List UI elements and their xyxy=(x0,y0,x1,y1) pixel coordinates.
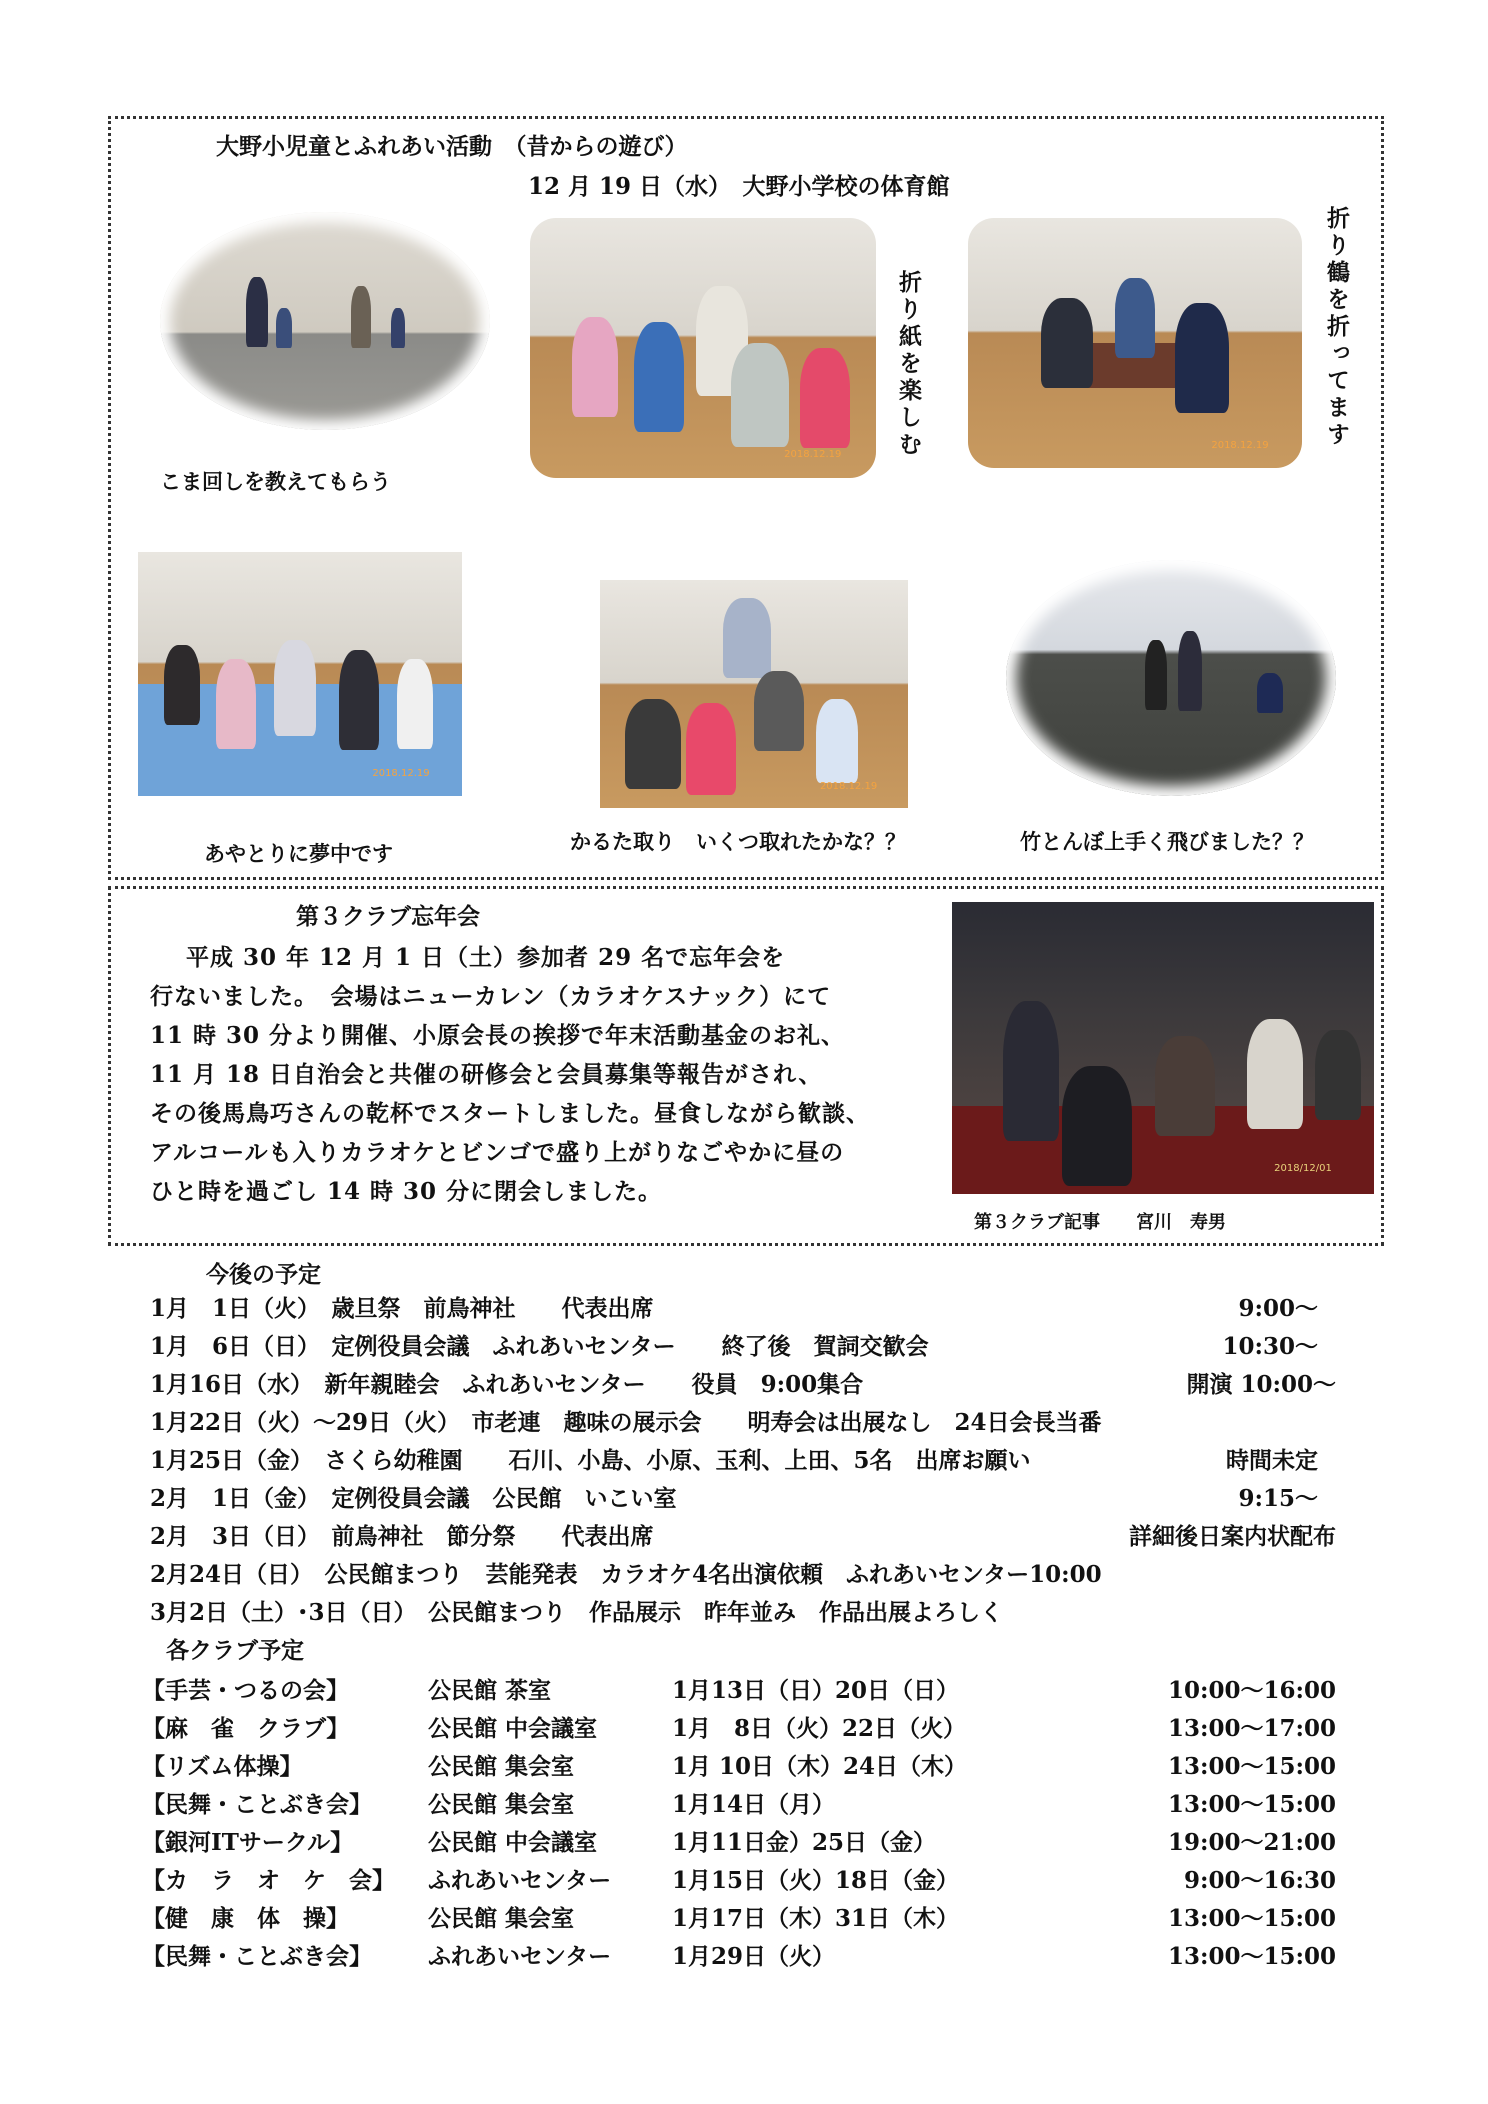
schedule-row: 1月22日（火）～29日（火） 市老連 趣味の展示会 明寿会は出展なし 24日会長当番 xyxy=(150,1409,1102,1436)
karuta-photo-date: 2018.12.19 xyxy=(819,781,878,793)
ayatori-photo xyxy=(138,552,462,796)
party-line-5: その後馬鳥巧さんの乾杯でスタートしました。昼食しながら歓談、 xyxy=(150,1100,870,1127)
club-place: 公民館 集会室 xyxy=(428,1753,575,1780)
club-time: 10:00～16:00 xyxy=(1167,1677,1336,1704)
koma-photo xyxy=(160,212,490,430)
club-name: 【民舞・ことぶき会】 xyxy=(142,1943,372,1970)
schedule-row-time: 開演 10:00～ xyxy=(1186,1371,1336,1398)
schedule-row: 2月24日（日） 公民館まつり 芸能発表 カラオケ4名出演依頼 ふれあいセンター10:00 xyxy=(150,1561,1102,1588)
club-name: 【麻 雀 クラブ】 xyxy=(142,1715,350,1742)
karuta-photo xyxy=(600,580,908,808)
origami-caption: 折り紙を楽しむ xyxy=(895,270,922,459)
schedule-row-time: 10:30～ xyxy=(1222,1333,1318,1360)
schedule-row-time: 9:00～ xyxy=(1238,1295,1318,1322)
club-place: 公民館 茶室 xyxy=(428,1677,552,1704)
club-time: 13:00～15:00 xyxy=(1167,1753,1336,1780)
karuta-caption: かるた取り いくつ取れたかな？？ xyxy=(570,829,906,854)
origami-photo xyxy=(530,218,876,478)
activity-subtitle: 12 月 19 日（水） 大野小学校の体育館 xyxy=(528,173,950,200)
party-line-4: 11 月 18 日自治会と共催の研修会と会員募集等報告がされ、 xyxy=(150,1061,823,1088)
club-name: 【民舞・ことぶき会】 xyxy=(142,1791,372,1818)
ayatori-photo-date: 2018.12.19 xyxy=(372,767,430,779)
club-time: 13:00～15:00 xyxy=(1167,1905,1336,1932)
club-dates: 1月 10日（木）24日（木） xyxy=(672,1753,968,1780)
club-dates: 1月 8日（火）22日（火） xyxy=(672,1715,967,1742)
club-time: 19:00～21:00 xyxy=(1167,1829,1336,1856)
club-place: 公民館 中会議室 xyxy=(428,1715,598,1742)
party-line-7: ひと時を過ごし 14 時 30 分に閉会しました。 xyxy=(150,1178,663,1205)
schedule-row: 3月2日（土）･3日（日） 公民館まつり 作品展示 昨年並み 作品出展よろしく xyxy=(150,1599,1004,1626)
schedule-row: 1月 6日（日） 定例役員会議 ふれあいセンター 終了後 賀詞交歓会 xyxy=(150,1333,929,1360)
party-line-2: 行ないました。 会場はニューカレン（カラオケスナック）にて xyxy=(150,983,832,1010)
club-name: 【手芸・つるの会】 xyxy=(142,1677,349,1704)
club-time: 13:00～17:00 xyxy=(1167,1715,1336,1742)
club-dates: 1月17日（木）31日（木） xyxy=(672,1905,960,1932)
party-photo xyxy=(952,902,1374,1194)
activity-title: 大野小児童とふれあい活動 （昔からの遊び） xyxy=(216,133,688,160)
party-line-6: アルコールも入りカラオケとビンゴで盛り上がりなごやかに昼の xyxy=(150,1139,845,1166)
schedule-row-time: 時間未定 xyxy=(1226,1447,1318,1474)
taketonbo-caption: 竹とんぼ上手く飛びました？？ xyxy=(1020,829,1314,854)
schedule-row-time: 詳細後日案内状配布 xyxy=(1129,1523,1336,1550)
schedule-row: 2月 3日（日） 前鳥神社 節分祭 代表出席 xyxy=(150,1523,654,1550)
ayatori-caption: あやとりに夢中です xyxy=(204,841,393,866)
schedule-row-time: 9:15～ xyxy=(1238,1485,1318,1512)
club-name: 【カ ラ オ ケ 会】 xyxy=(142,1867,395,1894)
club-dates: 1月29日（火） xyxy=(672,1943,836,1970)
koma-caption: こま回しを教えてもらう xyxy=(160,469,391,494)
schedule-row: 1月25日（金） さくら幼稚園 石川、小島、小原、玉利、上田、5名 出席お願い xyxy=(150,1447,1031,1474)
club-place: ふれあいセンター xyxy=(428,1867,612,1894)
orizuru-caption: 折り鶴を折ってます xyxy=(1323,206,1350,449)
club-time: 9:00～16:30 xyxy=(1183,1867,1336,1894)
party-report xyxy=(150,938,950,1211)
club-name: 【リズム体操】 xyxy=(142,1753,303,1780)
club-dates: 1月13日（日）20日（日） xyxy=(672,1677,960,1704)
club-place: 公民館 中会議室 xyxy=(428,1829,598,1856)
club-name: 【銀河ITサークル】 xyxy=(142,1829,354,1856)
club-dates: 1月15日（火）18日（金） xyxy=(672,1867,960,1894)
clubs-title: 各クラブ予定 xyxy=(166,1637,304,1664)
orizuru-photo xyxy=(968,218,1302,468)
party-title: 第３クラブ忘年会 xyxy=(296,903,480,930)
club-dates: 1月11日金）25日（金） xyxy=(672,1829,937,1856)
orizuru-photo-date: 2018.12.19 xyxy=(1211,439,1269,451)
club-name: 【健 康 体 操】 xyxy=(142,1905,349,1932)
origami-photo-date: 2018.12.19 xyxy=(784,448,842,460)
party-photo-date: 2018/12/01 xyxy=(1274,1162,1332,1174)
club-time: 13:00～15:00 xyxy=(1167,1791,1336,1818)
party-line-3: 11 時 30 分より開催、小原会長の挨拶で年末活動基金のお礼、 xyxy=(150,1022,846,1049)
club-place: 公民館 集会室 xyxy=(428,1905,575,1932)
club-place: 公民館 集会室 xyxy=(428,1791,575,1818)
taketonbo-photo xyxy=(1006,560,1336,796)
schedule-row: 1月16日（水） 新年親睦会 ふれあいセンター 役員 9:00集合 xyxy=(150,1371,864,1398)
club-place: ふれあいセンター xyxy=(428,1943,612,1970)
club-time: 13:00～15:00 xyxy=(1167,1943,1336,1970)
schedule-row: 2月 1日（金） 定例役員会議 公民館 いこい室 xyxy=(150,1485,677,1512)
schedule-row: 1月 1日（火） 歳旦祭 前鳥神社 代表出席 xyxy=(150,1295,654,1322)
party-credit: 第３クラブ記事 宮川 寿男 xyxy=(974,1212,1226,1233)
club-dates: 1月14日（月） xyxy=(672,1791,836,1818)
party-line-1: 平成 30 年 12 月 1 日（土）参加者 29 名で忘年会を xyxy=(186,944,786,971)
schedule-title: 今後の予定 xyxy=(206,1261,321,1288)
